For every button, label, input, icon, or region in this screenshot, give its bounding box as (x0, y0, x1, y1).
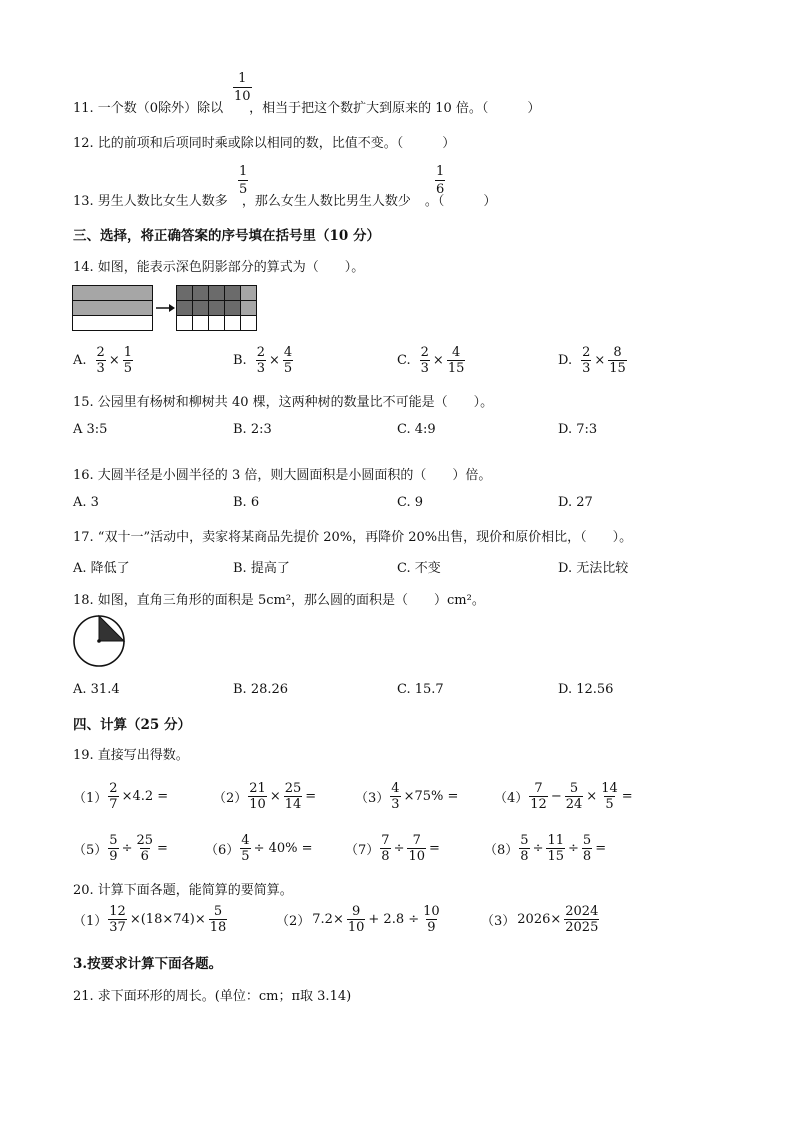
q19-item-4 (494, 781, 635, 812)
item-label: （1） (73, 914, 108, 929)
expression-text: = (595, 841, 607, 856)
numerator: 4 (241, 833, 250, 848)
fraction (600, 781, 619, 812)
q19-item-2 (213, 781, 318, 812)
fraction (209, 904, 228, 935)
numerator: 5 (213, 904, 223, 919)
fraction (565, 781, 584, 812)
fraction (108, 833, 118, 864)
numerator: 14 (601, 781, 618, 796)
fraction (108, 781, 118, 812)
fraction (284, 781, 303, 812)
fraction (248, 781, 267, 812)
section-4-title: 四、计算（25 分） (73, 717, 191, 733)
fraction (529, 781, 548, 812)
expression-text: = (305, 789, 317, 804)
q14-option-a[interactable] (73, 345, 134, 376)
q19-item-6 (205, 833, 315, 864)
q14-option-b[interactable] (233, 345, 294, 376)
option-label: C. (397, 353, 411, 368)
question-17: 17. “双十一”活动中，卖家将某商品先提价 20%，再降价 20%出售，现价和原价相比，（ ）。 (73, 530, 633, 545)
numerator: 4 (283, 345, 293, 360)
denominator: 3 (256, 361, 265, 376)
denominator: 3 (96, 361, 105, 376)
expression-text: ÷ (121, 841, 133, 856)
q16-option-d[interactable]: D. 27 (558, 495, 593, 510)
numerator: 10 (423, 904, 440, 919)
fraction (581, 345, 591, 376)
fraction (390, 781, 400, 812)
q15-option-d[interactable]: D. 7:3 (558, 422, 598, 437)
fraction (608, 345, 627, 376)
fraction (256, 345, 266, 376)
section-3-title: 三、选择，将正确答案的序号填在括号里（10 分） (73, 228, 380, 244)
fraction (240, 833, 250, 864)
numerator: 25 (136, 833, 154, 848)
q20-item-1 (73, 904, 228, 935)
denominator: 8 (381, 849, 390, 864)
question-15: 15. 公园里有杨树和柳树共 40 棵，这两种树的数量比不可能是（ ）。 (73, 395, 494, 410)
section-3b-title: 3.按要求计算下面各题。 (73, 956, 223, 972)
expression-text: = (157, 841, 168, 856)
denominator: 10 (249, 797, 266, 812)
operator: × (594, 353, 606, 368)
denominator: 18 (209, 920, 227, 935)
q19-item-5 (73, 833, 170, 864)
q16-option-a[interactable]: A. 3 (73, 495, 99, 510)
expression-text: ×(18×74)× (129, 912, 206, 927)
question-16: 16. 大圆半径是小圆半径的 3 倍，则大圆面积是小圆面积的（ ）倍。 (73, 468, 492, 483)
q11-fraction: $\frac{1}{10}$ (234, 71, 251, 104)
denominator: 2025 (565, 920, 599, 935)
denominator: 7 (109, 797, 118, 812)
question-21: 21. 求下面环形的周长。(单位：cm；π取 3.14) (73, 989, 352, 1004)
q20-item-3 (481, 904, 600, 935)
denominator: 12 (530, 797, 547, 812)
denominator: 5 (605, 797, 614, 812)
fraction (407, 833, 426, 864)
fraction (123, 345, 133, 376)
numerator: 2024 (565, 904, 599, 919)
expression-text: ÷ (568, 841, 579, 856)
numerator: 21 (249, 781, 266, 796)
q18-option-c[interactable]: C. 15.7 (397, 682, 444, 697)
q18-option-d[interactable]: D. 12.56 (558, 682, 614, 697)
denominator: 3 (420, 361, 429, 376)
expression-text: = (429, 841, 440, 856)
question-13: 13. 男生人数比女生人数多 ，那么女生人数比男生人数少 。（ ） (73, 194, 497, 209)
item-label: （3） (355, 791, 390, 806)
denominator: 9 (427, 920, 436, 935)
numerator: 11 (547, 833, 565, 848)
denominator: 5 (123, 361, 132, 376)
item-label: （2） (213, 791, 248, 806)
fraction (96, 345, 106, 376)
q18-option-b[interactable]: B. 28.26 (233, 682, 289, 697)
expression-text: ×75% = (403, 789, 459, 804)
fraction (135, 833, 154, 864)
denominator: 8 (582, 849, 592, 864)
q17-option-a[interactable]: A. 降低了 (73, 561, 130, 576)
numerator: 2 (256, 345, 265, 360)
item-label: （2） (276, 914, 311, 929)
denominator: 15 (447, 361, 465, 376)
denominator: 6 (140, 849, 149, 864)
numerator: 5 (109, 833, 118, 848)
q18-circle-figure (72, 613, 128, 669)
denominator: 8 (520, 849, 529, 864)
expression-text: ÷ 40% = (253, 841, 313, 856)
fraction (108, 904, 127, 935)
denominator: 5 (241, 849, 250, 864)
numerator: 12 (109, 904, 126, 919)
q20-item-2 (276, 904, 442, 935)
q16-option-c[interactable]: C. 9 (397, 495, 424, 510)
fraction (447, 345, 466, 376)
numerator: 2 (109, 781, 118, 796)
denominator: 37 (109, 920, 126, 935)
right-grid (177, 285, 257, 331)
fraction (519, 833, 529, 864)
numerator: 7 (412, 833, 421, 848)
q15-option-b[interactable]: B. 2:3 (233, 422, 272, 437)
question-20: 20. 计算下面各题，能简算的要简算。 (73, 883, 293, 898)
q17-option-c[interactable]: C. 不变 (397, 561, 441, 576)
numerator: 4 (391, 781, 400, 796)
numerator: 7 (381, 833, 390, 848)
expression-text: − (550, 789, 562, 804)
numerator: 9 (351, 904, 361, 919)
q19-item-7 (345, 833, 442, 864)
item-label: （1） (73, 791, 108, 806)
fraction (283, 345, 293, 376)
expression-text: + 2.8 ÷ (368, 912, 420, 927)
fraction (564, 904, 599, 935)
q19-item-8 (484, 833, 608, 864)
q14-figure (72, 285, 257, 333)
expression-text: × (269, 789, 281, 804)
denominator: 10 (408, 849, 426, 864)
expression-text: 7.2× (312, 912, 344, 927)
denominator: 24 (565, 797, 583, 812)
item-label: （7） (345, 843, 380, 858)
numerator: 2 (582, 345, 591, 360)
expression-text: ÷ (393, 841, 405, 856)
fraction (546, 833, 565, 864)
q14-option-d[interactable] (558, 345, 628, 376)
q14-option-c[interactable] (397, 345, 466, 376)
q15-option-a[interactable]: A 3:5 (73, 422, 108, 437)
denominator: 15 (547, 849, 565, 864)
numerator: 8 (613, 345, 622, 360)
q13-fraction-2: $\frac{1}{6}$ (436, 164, 445, 197)
option-label: A. (73, 353, 87, 368)
center-dot (97, 639, 101, 643)
fraction (582, 833, 592, 864)
q17-option-d[interactable]: D. 无法比较 (558, 561, 629, 576)
numerator: 7 (534, 781, 543, 796)
expression-text: ×4.2 = (121, 789, 169, 804)
numerator: 4 (451, 345, 461, 360)
operator: × (108, 353, 120, 368)
expression-text: = (621, 789, 633, 804)
numerator: 5 (582, 833, 592, 848)
q19-item-1 (73, 781, 170, 812)
fraction (420, 345, 430, 376)
question-11: 11. 一个数（0除外）除以 ，相当于把这个数扩大到原来的 10 倍。（ ） (73, 101, 541, 116)
denominator: 10 (347, 920, 365, 935)
expression-text: ÷ (532, 841, 544, 856)
expression-text: 2026× (517, 912, 562, 927)
item-label: （8） (484, 843, 519, 858)
denominator: 3 (391, 797, 400, 812)
numerator: 2 (96, 345, 105, 360)
numerator: 1 (123, 345, 132, 360)
option-label: B. (233, 353, 247, 368)
q13-fraction-1: $\frac{1}{5}$ (239, 164, 248, 197)
numerator: 5 (569, 781, 579, 796)
denominator: 15 (609, 361, 626, 376)
fraction (347, 904, 366, 935)
fraction (422, 904, 441, 935)
denominator: 3 (582, 361, 591, 376)
question-12: 12. 比的前项和后项同时乘或除以相同的数，比值不变。（ ） (73, 136, 456, 151)
item-label: （5） (73, 843, 108, 858)
question-19: 19. 直接写出得数。 (73, 748, 189, 763)
left-rectangle (73, 286, 153, 331)
numerator: 25 (284, 781, 302, 796)
item-label: （6） (205, 843, 240, 858)
item-label: （3） (481, 914, 516, 929)
denominator: 5 (283, 361, 293, 376)
q19-item-3 (355, 781, 460, 812)
operator: × (268, 353, 280, 368)
option-label: D. (558, 353, 573, 368)
numerator: 2 (420, 345, 429, 360)
q15-option-c[interactable]: C. 4:9 (397, 422, 436, 437)
arrow-icon (156, 304, 175, 312)
denominator: 14 (284, 797, 302, 812)
fraction (380, 833, 390, 864)
operator: × (432, 353, 444, 368)
q17-option-b[interactable]: B. 提高了 (233, 561, 290, 576)
q16-option-b[interactable]: B. 6 (233, 495, 260, 510)
question-14: 14. 如图，能表示深色阴影部分的算式为（ ）。 (73, 260, 365, 275)
question-18: 18. 如图，直角三角形的面积是 5cm²，那么圆的面积是（ ）cm²。 (73, 593, 485, 608)
q18-option-a[interactable]: A. 31.4 (73, 682, 120, 697)
expression-text: × (586, 789, 598, 804)
denominator: 9 (109, 849, 118, 864)
item-label: （4） (494, 791, 529, 806)
numerator: 5 (520, 833, 529, 848)
